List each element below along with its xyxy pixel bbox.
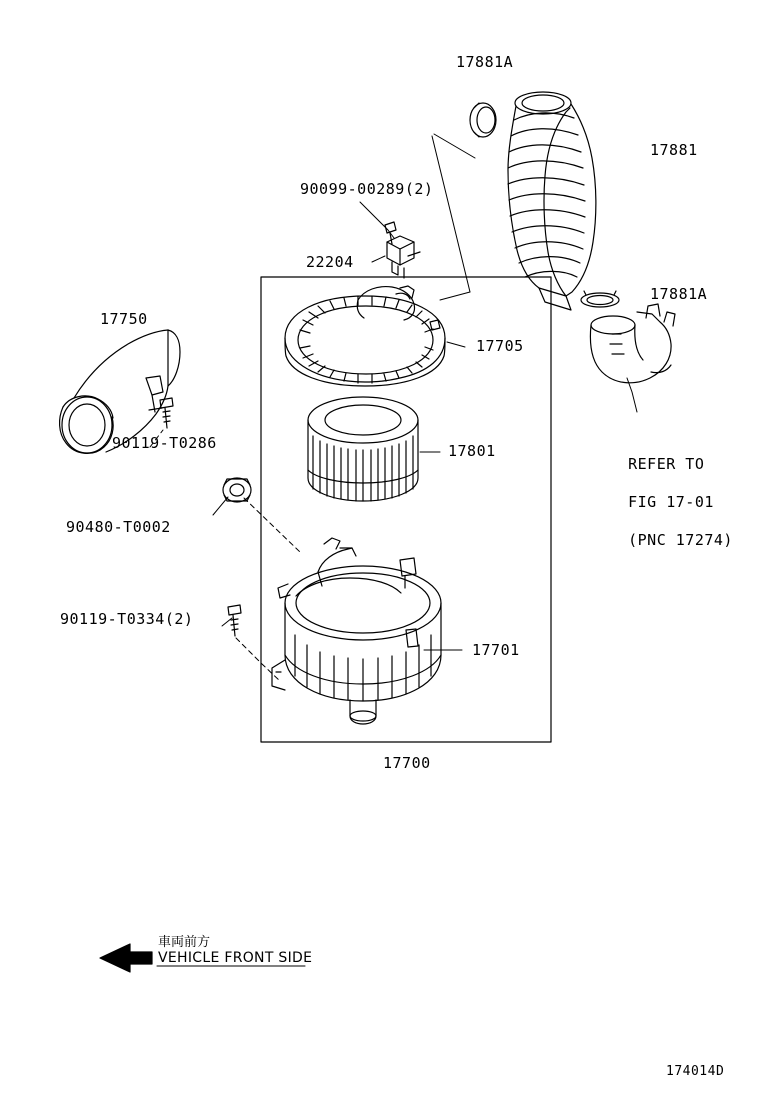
part-refer-duct <box>590 304 675 383</box>
figure-code: 174014D <box>666 1064 725 1079</box>
callout-17750: 17750 <box>100 310 148 328</box>
refer-to-line-3: (PNC 17274) <box>628 531 733 549</box>
refer-to-line-2: FIG 17-01 <box>628 493 714 511</box>
part-17881a-clamp-top <box>470 103 496 137</box>
callout-17881a-bottom: 17881A <box>650 285 708 303</box>
callout-17700: 17700 <box>383 754 431 772</box>
part-90119-t0286-bolt <box>160 398 173 428</box>
refer-to-line-1: REFER TO <box>628 455 705 473</box>
callout-17881a-top: 17881A <box>456 53 514 71</box>
callout-17801: 17801 <box>448 442 496 460</box>
front-side-label-english: VEHICLE FRONT SIDE <box>158 950 313 966</box>
part-17881a-clamp-bottom <box>581 291 619 307</box>
callout-90099-00289: 90099-00289(2) <box>300 180 434 198</box>
callout-17881: 17881 <box>650 141 698 159</box>
callout-17705: 17705 <box>476 337 524 355</box>
callout-90480-t0002: 90480-T0002 <box>66 518 171 536</box>
vehicle-front-arrow <box>100 944 152 972</box>
part-90119-t0334-bolt <box>228 605 241 636</box>
callout-17701: 17701 <box>472 641 520 659</box>
callout-90119-t0334: 90119-T0334(2) <box>60 610 194 628</box>
callout-22204: 22204 <box>306 253 354 271</box>
refer-to-note <box>590 436 733 569</box>
callout-90119-t0286: 90119-T0286 <box>112 434 217 452</box>
front-side-label-japanese: 車両前方 <box>158 935 211 950</box>
